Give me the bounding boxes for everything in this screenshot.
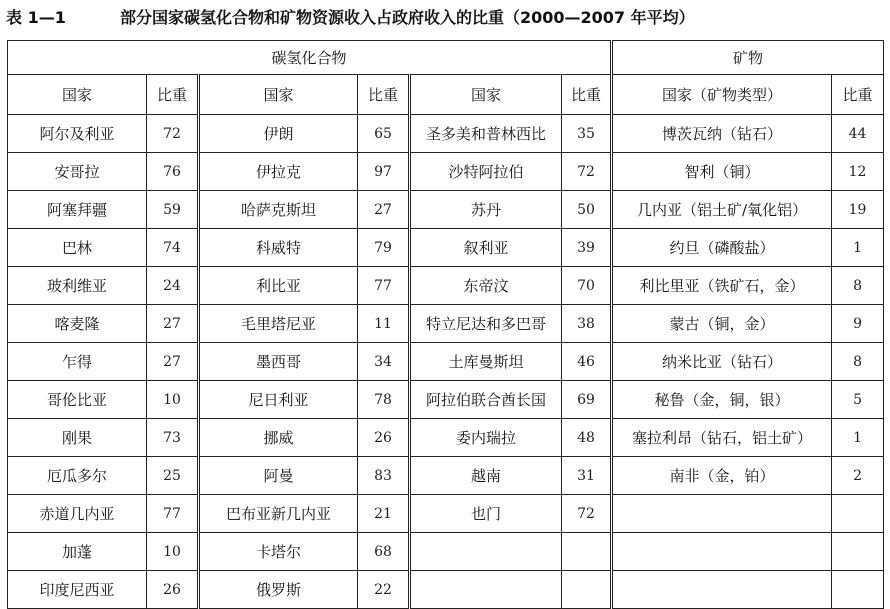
country-cell: 圣多美和普林西比 [410, 115, 562, 153]
country-cell: 阿拉伯联合酋长国 [410, 381, 562, 419]
country-cell: 越南 [410, 457, 562, 495]
country-cell: 利比里亚（铁矿石，金） [612, 267, 832, 305]
ratio-cell: 72 [562, 153, 612, 191]
ratio-cell: 24 [147, 267, 199, 305]
ratio-cell [832, 495, 884, 533]
ratio-cell: 73 [147, 419, 199, 457]
ratio-cell: 11 [358, 305, 410, 343]
country-cell: 印度尼西亚 [8, 571, 147, 609]
country-cell: 巴布亚新几内亚 [199, 495, 358, 533]
country-cell: 加蓬 [8, 533, 147, 571]
header-ratio-4: 比重 [832, 75, 884, 115]
country-cell: 挪威 [199, 419, 358, 457]
country-cell: 阿曼 [199, 457, 358, 495]
country-cell: 土库曼斯坦 [410, 343, 562, 381]
group-mineral: 矿物 [612, 41, 884, 75]
ratio-cell: 39 [562, 229, 612, 267]
table-row [8, 495, 884, 533]
table-caption [6, 4, 886, 32]
country-cell: 毛里塔尼亚 [199, 305, 358, 343]
ratio-cell: 1 [832, 229, 884, 267]
country-cell: 哈萨克斯坦 [199, 191, 358, 229]
ratio-cell: 65 [358, 115, 410, 153]
country-cell: 沙特阿拉伯 [410, 153, 562, 191]
table-row [8, 343, 884, 381]
ratio-cell: 38 [562, 305, 612, 343]
ratio-cell: 35 [562, 115, 612, 153]
ratio-cell: 9 [832, 305, 884, 343]
ratio-cell: 1 [832, 419, 884, 457]
ratio-cell: 74 [147, 229, 199, 267]
table-row [8, 305, 884, 343]
ratio-cell: 44 [832, 115, 884, 153]
header-country-1: 国家 [8, 75, 147, 115]
header-country-3: 国家 [410, 75, 562, 115]
group-header-row [8, 41, 884, 75]
ratio-cell: 59 [147, 191, 199, 229]
country-cell: 刚果 [8, 419, 147, 457]
country-cell: 俄罗斯 [199, 571, 358, 609]
ratio-cell: 50 [562, 191, 612, 229]
country-cell: 玻利维亚 [8, 267, 147, 305]
header-ratio-2: 比重 [358, 75, 410, 115]
ratio-cell [832, 571, 884, 609]
ratio-cell: 2 [832, 457, 884, 495]
ratio-cell: 79 [358, 229, 410, 267]
ratio-cell: 26 [358, 419, 410, 457]
ratio-cell: 21 [358, 495, 410, 533]
table-number: 表 1—1 [6, 8, 66, 27]
table-row [8, 191, 884, 229]
ratio-cell: 10 [147, 533, 199, 571]
table-row [8, 229, 884, 267]
country-cell: 安哥拉 [8, 153, 147, 191]
ratio-cell: 48 [562, 419, 612, 457]
country-cell: 卡塔尔 [199, 533, 358, 571]
country-cell [612, 533, 832, 571]
country-cell: 厄瓜多尔 [8, 457, 147, 495]
country-cell: 赤道几内亚 [8, 495, 147, 533]
table-row [8, 457, 884, 495]
country-cell: 也门 [410, 495, 562, 533]
country-cell [612, 495, 832, 533]
ratio-cell: 76 [147, 153, 199, 191]
ratio-cell [562, 571, 612, 609]
country-cell: 智利（铜） [612, 153, 832, 191]
ratio-cell: 12 [832, 153, 884, 191]
ratio-cell: 70 [562, 267, 612, 305]
ratio-cell [832, 533, 884, 571]
ratio-cell: 78 [358, 381, 410, 419]
country-cell: 尼日利亚 [199, 381, 358, 419]
ratio-cell: 34 [358, 343, 410, 381]
country-cell: 约旦（磷酸盐） [612, 229, 832, 267]
ratio-cell [562, 533, 612, 571]
country-cell: 东帝汶 [410, 267, 562, 305]
ratio-cell: 72 [562, 495, 612, 533]
country-cell: 乍得 [8, 343, 147, 381]
ratio-cell: 77 [358, 267, 410, 305]
ratio-cell: 72 [147, 115, 199, 153]
country-cell: 叙利亚 [410, 229, 562, 267]
country-cell: 苏丹 [410, 191, 562, 229]
ratio-cell: 8 [832, 267, 884, 305]
country-cell: 科威特 [199, 229, 358, 267]
table-row [8, 571, 884, 609]
country-cell: 塞拉利昂（钻石，铝土矿） [612, 419, 832, 457]
ratio-cell: 8 [832, 343, 884, 381]
ratio-cell: 83 [358, 457, 410, 495]
ratio-cell: 10 [147, 381, 199, 419]
column-header-row [8, 75, 884, 115]
ratio-cell: 68 [358, 533, 410, 571]
ratio-cell: 31 [562, 457, 612, 495]
header-ratio-3: 比重 [562, 75, 612, 115]
header-country-mineral: 国家（矿物类型） [612, 75, 832, 115]
ratio-cell: 19 [832, 191, 884, 229]
country-cell: 博茨瓦纳（钻石） [612, 115, 832, 153]
country-cell [612, 571, 832, 609]
ratio-cell: 26 [147, 571, 199, 609]
resource-revenue-table [7, 40, 884, 609]
ratio-cell: 5 [832, 381, 884, 419]
header-ratio-1: 比重 [147, 75, 199, 115]
ratio-cell: 77 [147, 495, 199, 533]
country-cell [410, 571, 562, 609]
ratio-cell: 25 [147, 457, 199, 495]
country-cell: 委内瑞拉 [410, 419, 562, 457]
country-cell: 纳米比亚（钻石） [612, 343, 832, 381]
country-cell: 哥伦比亚 [8, 381, 147, 419]
group-hydrocarbon: 碳氢化合物 [8, 41, 612, 75]
country-cell: 几内亚（铝土矿/氧化铝） [612, 191, 832, 229]
country-cell: 喀麦隆 [8, 305, 147, 343]
ratio-cell: 27 [358, 191, 410, 229]
table-row [8, 533, 884, 571]
country-cell: 墨西哥 [199, 343, 358, 381]
table-row [8, 153, 884, 191]
country-cell: 伊朗 [199, 115, 358, 153]
header-country-2: 国家 [199, 75, 358, 115]
table-row [8, 381, 884, 419]
country-cell: 特立尼达和多巴哥 [410, 305, 562, 343]
ratio-cell: 22 [358, 571, 410, 609]
ratio-cell: 27 [147, 305, 199, 343]
ratio-cell: 97 [358, 153, 410, 191]
country-cell [410, 533, 562, 571]
table-row [8, 267, 884, 305]
country-cell: 利比亚 [199, 267, 358, 305]
table-row [8, 115, 884, 153]
country-cell: 南非（金，铂） [612, 457, 832, 495]
country-cell: 阿尔及利亚 [8, 115, 147, 153]
ratio-cell: 69 [562, 381, 612, 419]
ratio-cell: 46 [562, 343, 612, 381]
country-cell: 秘鲁（金，铜，银） [612, 381, 832, 419]
country-cell: 阿塞拜疆 [8, 191, 147, 229]
table-title: 部分国家碳氢化合物和矿物资源收入占政府收入的比重（2000—2007 年平均） [120, 8, 695, 27]
table-row [8, 419, 884, 457]
country-cell: 蒙古（铜，金） [612, 305, 832, 343]
ratio-cell: 27 [147, 343, 199, 381]
country-cell: 伊拉克 [199, 153, 358, 191]
country-cell: 巴林 [8, 229, 147, 267]
